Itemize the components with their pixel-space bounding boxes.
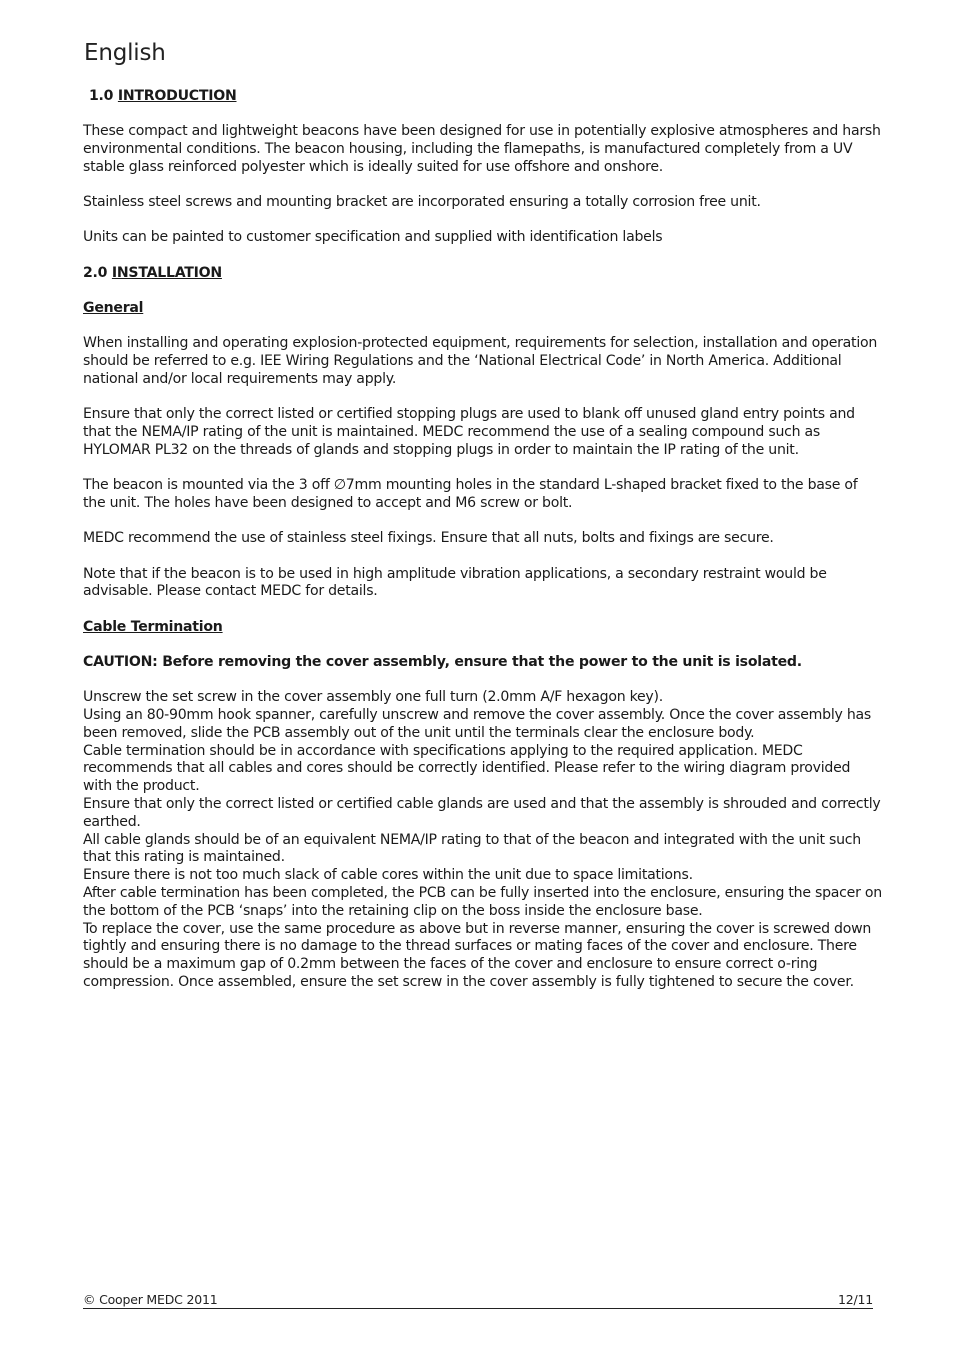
intro-paragraph: These compact and lightweight beacons have been designed for use in potentially explosive atmospheres and harsh environmental conditions. The beacon housing, including the flamepaths, is manufactured completely from a UV stable glass reinforced polyester which is ideally suited for use offshore and onshore. xyxy=(83,123,881,175)
cable-termination-line: Ensure that only the correct listed or certified cable glands are used and that the assembly is shrouded and correctly earthed. xyxy=(83,796,881,830)
section-title: INTRODUCTION xyxy=(117,88,237,104)
subheading-title: General xyxy=(83,300,144,317)
footer-copyright: © Cooper MEDC 2011 xyxy=(83,1292,218,1307)
subheading-title: Cable Termination xyxy=(83,618,223,635)
page-footer xyxy=(83,1292,873,1309)
section-number: 1.0 xyxy=(89,88,114,104)
general-paragraph: The beacon is mounted via the 3 off ∅7mm mounting holes in the standard L-shaped bracket fixed to the base of the unit. The holes have been designed to accept and M6 screw or bolt. xyxy=(83,477,858,511)
caution-notice: CAUTION: Before removing the cover assembly, ensure that the power to the unit is isolated. xyxy=(83,653,802,670)
subheading-general xyxy=(83,300,883,318)
cable-termination-line: Unscrew the set screw in the cover assembly one full turn (2.0mm A/F hexagon key). xyxy=(83,689,664,706)
cable-termination-line: Using an 80-90mm hook spanner, carefully unscrew and remove the cover assembly. Once the cover assembly has been removed, slide the PCB assembly out of the unit until the terminals clear the enclosure body. xyxy=(83,707,872,741)
section-title: INSTALLATION xyxy=(111,264,222,281)
subheading-cable-termination xyxy=(83,619,883,637)
intro-paragraph: Units can be painted to customer specification and supplied with identification labels xyxy=(83,229,663,246)
document-body xyxy=(83,88,883,992)
cable-termination-line: To replace the cover, use the same procedure as above but in reverse manner, ensuring the cover is screwed down tightly and ensuring there is no damage to the thread surfaces or mating faces of the cover and enclosure. There should be a maximum gap of 0.2mm between the faces of the cover and enclosure to ensure correct o-ring compression. Once assembled, ensure the set screw in the cover assembly is fully tightened to secure the cover. xyxy=(83,920,872,990)
cable-termination-line: All cable glands should be of an equivalent NEMA/IP rating to that of the beacon and integrated with the unit such that this rating is maintained. xyxy=(83,831,861,866)
general-paragraph: MEDC recommend the use of stainless steel fixings. Ensure that all nuts, bolts and fixings are secure. xyxy=(83,530,774,547)
footer-date: 12/11 xyxy=(837,1292,873,1307)
page-language-title: English xyxy=(84,40,166,66)
general-paragraph: Ensure that only the correct listed or certified stopping plugs are used to blank off unused gland entry points and that the NEMA/IP rating of the unit is maintained. MEDC recommend the use of a sealing compound such as HYLOMAR PL32 on the threads of glands and stopping plugs in order to maintain the IP rating of the unit. xyxy=(83,406,855,458)
cable-termination-line: Cable termination should be in accordance with specifications applying to the required application. MEDC recommends that all cables and cores should be correctly identified. Please refer to the wiring diagram provided with the product. xyxy=(83,742,851,795)
section-heading-installation xyxy=(83,265,883,283)
cable-termination-line: Ensure there is not too much slack of cable cores within the unit due to space limitations. xyxy=(83,867,693,884)
general-paragraph: Note that if the beacon is to be used in high amplitude vibration applications, a secondary restraint would be advisable. Please contact MEDC for details. xyxy=(83,565,827,600)
cable-termination-line: After cable termination has been completed, the PCB can be fully inserted into the enclosure, ensuring the spacer on the bottom of the PCB ‘snaps’ into the retaining clip on the boss inside the enclosure base. xyxy=(83,885,882,919)
section-heading-introduction xyxy=(83,88,883,106)
general-paragraph: When installing and operating explosion-protected equipment, requirements for selection, installation and operation should be referred to e.g. IEE Wiring Regulations and the ‘National Electrical Code’ in North America. Additional national and/or local requirements may apply. xyxy=(83,335,878,387)
intro-paragraph: Stainless steel screws and mounting bracket are incorporated ensuring a totally corrosion free unit. xyxy=(83,194,761,211)
section-number: 2.0 xyxy=(83,264,108,281)
